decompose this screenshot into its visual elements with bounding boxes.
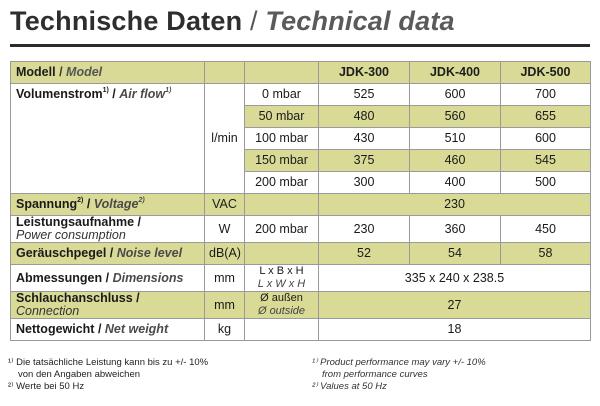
noise-cond xyxy=(245,243,319,265)
power-label: Leistungsaufnahme / Power consumption xyxy=(11,216,205,243)
airflow-cond: 100 mbar xyxy=(245,128,319,150)
power-value: 360 xyxy=(410,216,501,243)
noise-label: Geräuschpegel / Noise level xyxy=(11,243,205,265)
power-unit: W xyxy=(205,216,245,243)
voltage-label: Spannung$^{2)}$ / Voltage$^{2)}$ xyxy=(11,194,205,216)
model-col-3: JDK-500 xyxy=(501,62,591,84)
page-title xyxy=(10,6,455,37)
power-cond: 200 mbar xyxy=(245,216,319,243)
dimensions-cond: L x B x H L x W x H xyxy=(245,265,319,292)
airflow-label: Volumenstrom$^{1)}$ / Air flow$^{1)}$ xyxy=(11,84,205,194)
airflow-cond: 150 mbar xyxy=(245,150,319,172)
model-col-2: JDK-400 xyxy=(410,62,501,84)
header-empty-unit xyxy=(205,62,245,84)
footnote-1-de-cont: von den Angaben abweichen xyxy=(18,369,141,380)
footnote-2-en: ²⁾ Values at 50 Hz xyxy=(312,381,387,392)
connection-row xyxy=(11,292,591,319)
voltage-cond xyxy=(245,194,319,216)
noise-row xyxy=(11,243,591,265)
connection-unit: mm xyxy=(205,292,245,319)
airflow-value: 525 xyxy=(319,84,410,106)
airflow-value: 500 xyxy=(501,172,591,194)
airflow-cond: 200 mbar xyxy=(245,172,319,194)
airflow-cond: 0 mbar xyxy=(245,84,319,106)
footnote-1-en-cont: from performance curves xyxy=(322,369,428,380)
model-label: Modell / Model xyxy=(11,62,205,84)
title-german: Technische Daten xyxy=(10,6,243,36)
airflow-value: 480 xyxy=(319,106,410,128)
dimensions-row xyxy=(11,265,591,292)
airflow-value: 375 xyxy=(319,150,410,172)
title-separator: / xyxy=(249,6,258,36)
noise-unit: dB(A) xyxy=(205,243,245,265)
header-empty-cond xyxy=(245,62,319,84)
power-row xyxy=(11,216,591,243)
weight-row xyxy=(11,319,591,341)
weight-value: 18 xyxy=(319,319,591,341)
airflow-value: 560 xyxy=(410,106,501,128)
model-col-1: JDK-300 xyxy=(319,62,410,84)
airflow-value: 600 xyxy=(501,128,591,150)
title-english: Technical data xyxy=(265,6,455,36)
airflow-value: 545 xyxy=(501,150,591,172)
noise-value: 58 xyxy=(501,243,591,265)
footnote-1-en: ¹⁾ Product performance may vary +/- 10% xyxy=(312,357,486,368)
header-row xyxy=(11,62,591,84)
airflow-cond: 50 mbar xyxy=(245,106,319,128)
power-value: 230 xyxy=(319,216,410,243)
airflow-value: 510 xyxy=(410,128,501,150)
weight-unit: kg xyxy=(205,319,245,341)
airflow-value: 600 xyxy=(410,84,501,106)
connection-cond: Ø außen Ø outside xyxy=(245,292,319,319)
spec-table xyxy=(10,61,591,341)
voltage-row xyxy=(11,194,591,216)
footnotes-english xyxy=(312,357,486,393)
voltage-unit: VAC xyxy=(205,194,245,216)
noise-value: 52 xyxy=(319,243,410,265)
weight-label: Nettogewicht / Net weight xyxy=(11,319,205,341)
dimensions-value: 335 x 240 x 238.5 xyxy=(319,265,591,292)
weight-cond xyxy=(245,319,319,341)
airflow-unit: l/min xyxy=(205,84,245,194)
footnote-2-de: ²⁾ Werte bei 50 Hz xyxy=(8,381,85,392)
noise-value: 54 xyxy=(410,243,501,265)
airflow-value: 400 xyxy=(410,172,501,194)
dimensions-unit: mm xyxy=(205,265,245,292)
connection-value: 27 xyxy=(319,292,591,319)
power-value: 450 xyxy=(501,216,591,243)
footnotes-german xyxy=(8,357,208,393)
footnote-1-de: ¹⁾ Die tatsächliche Leistung kann bis zu +/- 10% xyxy=(8,357,209,368)
airflow-value: 430 xyxy=(319,128,410,150)
airflow-row xyxy=(11,84,591,106)
airflow-value: 300 xyxy=(319,172,410,194)
airflow-value: 700 xyxy=(501,84,591,106)
title-rule xyxy=(10,44,590,47)
airflow-value: 655 xyxy=(501,106,591,128)
connection-label: Schlauchanschluss / Connection xyxy=(11,292,205,319)
dimensions-label: Abmessungen / Dimensions xyxy=(11,265,205,292)
airflow-value: 460 xyxy=(410,150,501,172)
voltage-value: 230 xyxy=(319,194,591,216)
